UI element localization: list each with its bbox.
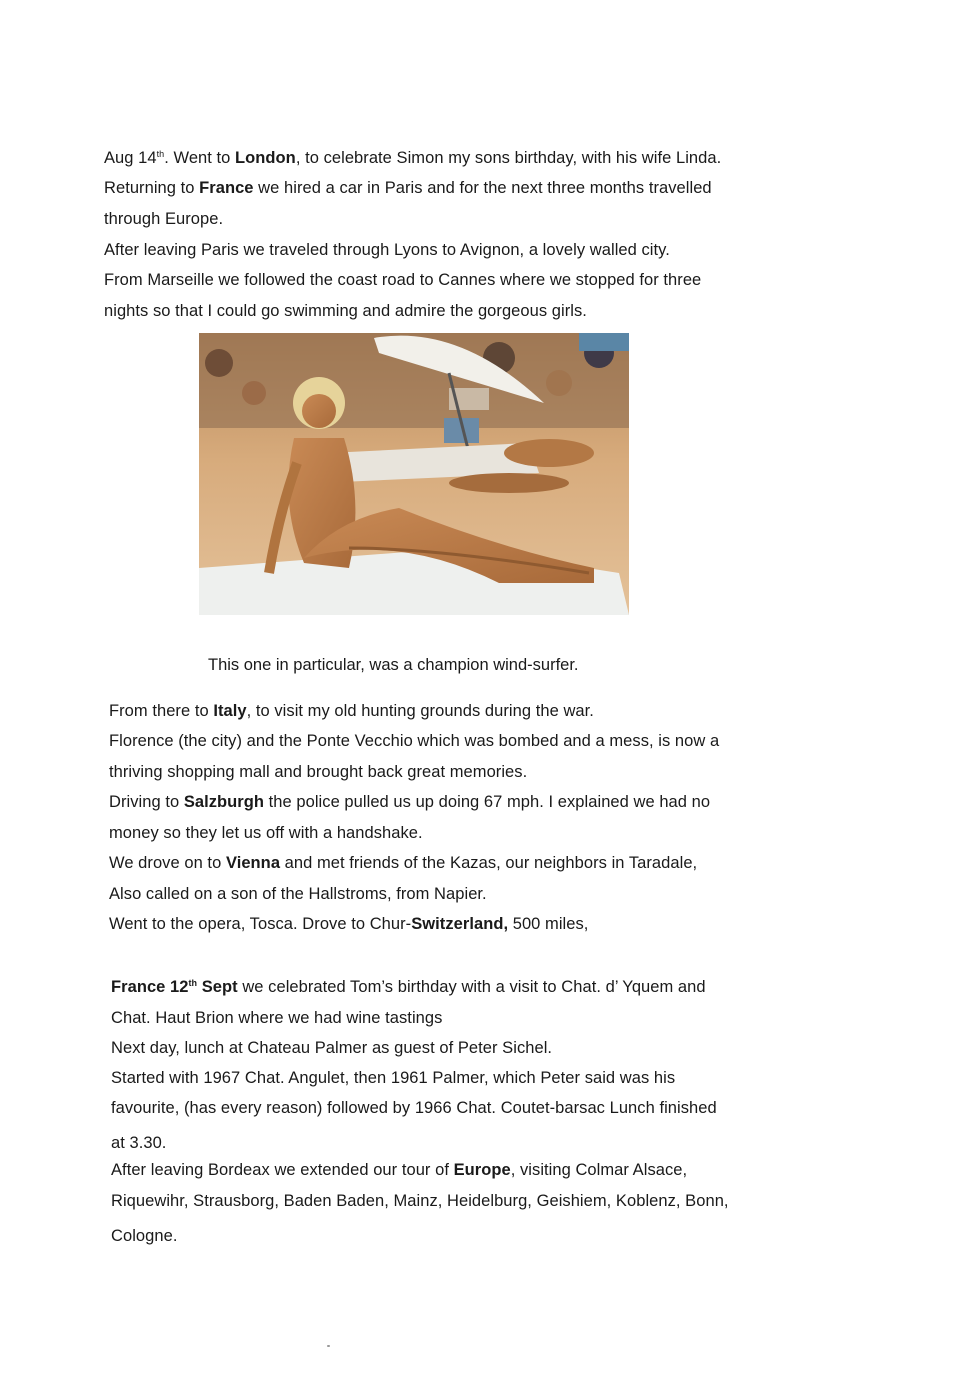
- text-line: We drove on to Vienna and met friends of the Kazas, our neighbors in Taradale,: [109, 854, 698, 872]
- text-line: thriving shopping mall and brought back great memories.: [109, 763, 528, 781]
- text-line: From Marseille we followed the coast road to Cannes where we stopped for three: [104, 271, 702, 289]
- text-line: France 12th Sept we celebrated Tom’s birthday with a visit to Chat. d’ Yquem and: [111, 978, 706, 996]
- text-line: Riquewihr, Strausborg, Baden Baden, Mainz, Heidelburg, Geishiem, Koblenz, Bonn,: [111, 1192, 729, 1210]
- text-line: through Europe.: [104, 210, 224, 228]
- text-line: Cologne.: [111, 1227, 178, 1245]
- text-line: nights so that I could go swimming and admire the gorgeous girls.: [104, 302, 587, 320]
- beach-scene-image: [199, 333, 629, 615]
- text-line: Next day, lunch at Chateau Palmer as guest of Peter Sichel.: [111, 1039, 553, 1057]
- text-line: Aug 14th. Went to London, to celebrate Simon my sons birthday, with his wife Linda.: [104, 149, 722, 167]
- text-line: Went to the opera, Tosca. Drove to Chur-Switzerland, 500 miles,: [109, 915, 589, 933]
- photo-caption: This one in particular, was a champion wind-surfer.: [208, 655, 579, 674]
- text-line: at 3.30.: [111, 1134, 167, 1152]
- text-line: Chat. Haut Brion where we had wine tastings: [111, 1009, 443, 1027]
- text-line: After leaving Paris we traveled through Lyons to Avignon, a lovely walled city.: [104, 241, 670, 259]
- text-line: From there to Italy, to visit my old hunting grounds during the war.: [109, 702, 594, 720]
- scan-speck: [327, 1345, 330, 1347]
- text-line: money so they let us off with a handshake.: [109, 824, 423, 842]
- text-line: favourite, (has every reason) followed by 1966 Chat. Coutet-barsac Lunch finished: [111, 1099, 717, 1117]
- text-line: After leaving Bordeax we extended our tour of Europe, visiting Colmar Alsace,: [111, 1161, 688, 1179]
- text-line: Returning to France we hired a car in Paris and for the next three months travelled: [104, 179, 712, 197]
- text-line: Also called on a son of the Hallstroms, from Napier.: [109, 885, 487, 903]
- text-line: Florence (the city) and the Ponte Vecchio which was bombed and a mess, is now a: [109, 732, 720, 750]
- text-line: Started with 1967 Chat. Angulet, then 1961 Palmer, which Peter said was his: [111, 1069, 676, 1087]
- beach-photo: [199, 333, 629, 615]
- text-line: Driving to Salzburgh the police pulled us up doing 67 mph. I explained we had no: [109, 793, 711, 811]
